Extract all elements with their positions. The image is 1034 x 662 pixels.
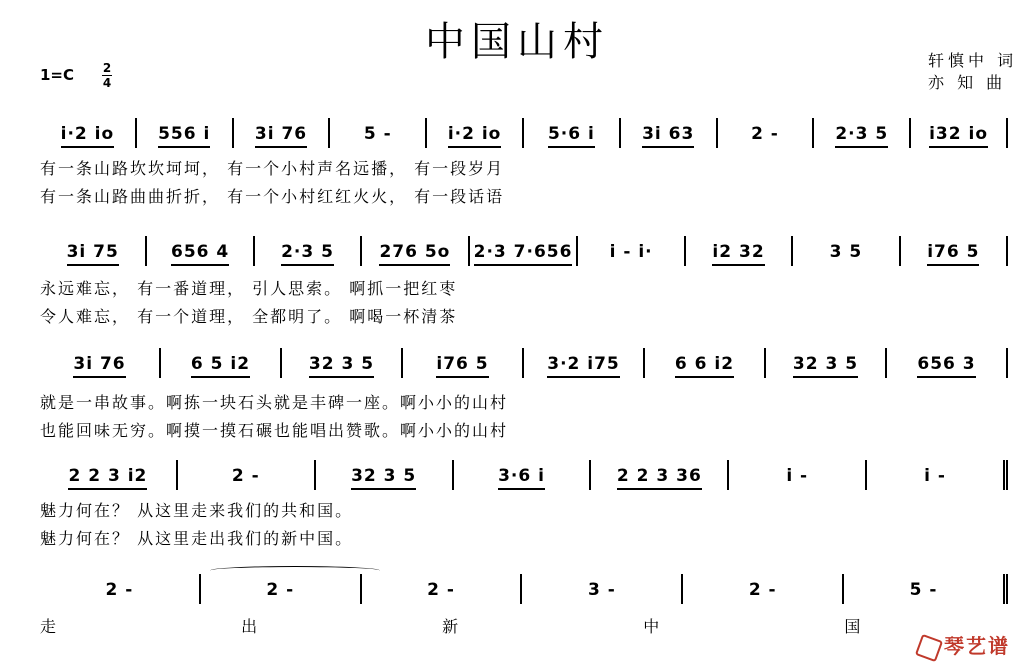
measure [470,236,579,266]
measure [645,348,766,378]
lyric-line: 魅力何在？ 从这里走来我们的共和国。 [40,501,354,520]
notes: 2 - [105,580,134,600]
measure [524,118,621,148]
measure [844,574,1008,604]
notes: i32 io [929,124,988,148]
notes: 32 3 5 [351,466,416,490]
lyric-line: 也能回味无穷。啊摸一摸石碾也能唱出赞歌。啊小小的山村 [40,421,509,440]
lyric-line: 永远难忘， 有一番道理， 引人思索。 啊抓一把红枣 [40,279,458,298]
notes: 3i 75 [67,242,119,266]
measure [454,460,592,490]
notes: i - [786,466,809,486]
notes: i·2 io [61,124,115,148]
notes: 6 5 i2 [191,354,250,378]
notes: 5 - [363,124,392,144]
notes: i76 5 [927,242,979,266]
measure [403,348,524,378]
measure [178,460,316,490]
notes: 3·2 i75 [547,354,620,378]
notes: 276 5o [379,242,450,266]
measure [201,574,362,604]
notes: 556 i [158,124,210,148]
staff-system-5 [40,574,1008,604]
measure [316,460,454,490]
measure [591,460,729,490]
measure [887,348,1008,378]
measure [766,348,887,378]
measure [147,236,254,266]
notes: 32 3 5 [793,354,858,378]
notes: 2 2 3 36 [617,466,702,490]
lyric-line: 魅力何在？ 从这里走出我们的新中国。 [40,529,354,548]
notes: 2·3 7·656 [474,242,573,266]
notes: 6 6 i2 [675,354,734,378]
notes: 5·6 i [548,124,595,148]
notes: 3 - [587,580,616,600]
notes: 3·6 i [498,466,545,490]
time-top: 2 [102,61,112,75]
measure [867,460,1008,490]
notes: 2 2 3 i2 [68,466,147,490]
measure [40,236,147,266]
notes: 656 3 [917,354,975,378]
measure [729,460,867,490]
measure [578,236,685,266]
notes: i - i· [609,242,653,262]
staff-system-2 [40,236,1008,266]
measure [522,574,683,604]
lyric-line: 有一条山路坎坎坷坷， 有一个小村声名远播， 有一段岁月 [40,159,505,178]
time-signature [102,62,112,89]
notes: 2 - [266,580,295,600]
staff-system-1 [40,118,1008,148]
measure [137,118,234,148]
measure [330,118,427,148]
notes: 2 - [427,580,455,600]
logo-icon [915,633,943,661]
measure [362,236,469,266]
measure [362,574,523,604]
notes: 3i 63 [642,124,694,148]
measure [911,118,1008,148]
song-title: 中国山村 [425,19,609,65]
notes: 656 4 [171,242,229,266]
notes: i·2 io [448,124,502,148]
measure [40,118,137,148]
lyric-line: 走 出 新 中 国 [40,617,951,636]
notes: 2·3 5 [281,242,334,266]
notes: 5 - [909,580,938,600]
lyric-line: 令人难忘， 有一个道理， 全都明了。 啊喝一杯清茶 [40,307,458,326]
notes: 3i 76 [255,124,307,148]
notes: i76 5 [436,354,488,378]
measure [255,236,362,266]
notes: 32 3 5 [309,354,374,378]
measure [161,348,282,378]
measure [718,118,815,148]
notes: 3 5 [829,242,863,262]
composer-credit: 亦 知 曲 [928,73,1007,92]
watermark-text: 琴艺谱 [944,634,1010,658]
notes: 3i 76 [73,354,125,378]
lyric-line: 就是一串故事。啊拣一块石头就是丰碑一座。啊小小的山村 [40,393,509,412]
measure [40,348,161,378]
notes: 2 - [751,124,779,144]
measure [40,574,201,604]
measure [683,574,844,604]
lyricist-credit: 轩慎中 词 [928,51,1018,70]
measure [686,236,793,266]
measure [793,236,900,266]
staff-system-3 [40,348,1008,378]
notes: 2 - [231,466,260,486]
notes: i2 32 [712,242,764,266]
notes: i - [924,466,946,486]
watermark [918,630,1010,659]
measure [427,118,524,148]
measure [524,348,645,378]
staff-system-4 [40,460,1008,490]
measure [40,460,178,490]
measure [814,118,911,148]
measure [234,118,331,148]
measure [901,236,1008,266]
measure [621,118,718,148]
notes: 2 - [748,580,777,600]
measure [282,348,403,378]
time-bottom: 4 [102,76,112,90]
lyric-line: 有一条山路曲曲折折， 有一个小村红红火火， 有一段话语 [40,187,505,206]
key-signature: 1=C [40,66,75,84]
slur [210,566,380,575]
notes: 2·3 5 [835,124,888,148]
